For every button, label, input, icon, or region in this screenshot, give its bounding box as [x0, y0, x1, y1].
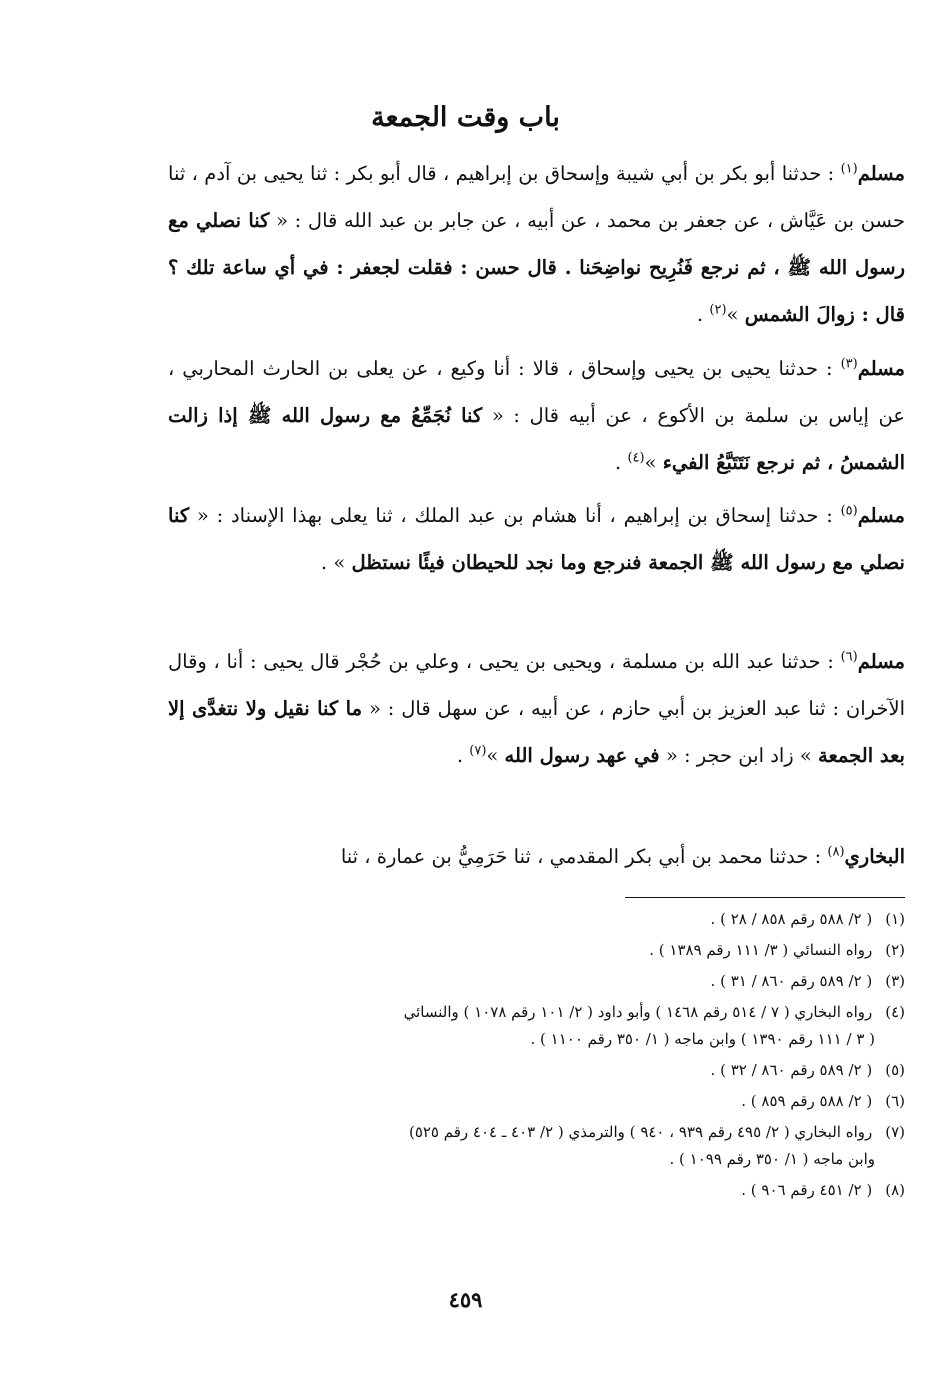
- matn-text: كنا نُجَمِّعُ مع رسول الله ﷺ إذا زالت الشمسُ ، ثم نرجع نَتَتَبَّعُ الفيء: [168, 404, 905, 474]
- matn-text: ما كنا نقيل ولا نتغدَّى إلا بعد الجمعة: [168, 697, 905, 767]
- hadith-paragraph: [168, 833, 905, 880]
- paragraph-end: .: [456, 744, 464, 767]
- footnote-continuation: وابن ماجه ( ١/ ٣٥٠ رقم ١٠٩٩ ) .: [669, 1150, 875, 1168]
- footnote-number: (٦): [885, 1092, 905, 1110]
- footnote-item: [168, 937, 905, 964]
- hadith-paragraph: [168, 150, 905, 338]
- footnote-number: (٧): [885, 1123, 905, 1141]
- paragraph-end: .: [320, 551, 328, 574]
- footnote-text: رواه النسائي ( ٣/ ١١١ رقم ١٣٨٩ ) .: [649, 941, 873, 959]
- footnote-item: [168, 906, 905, 933]
- source-name: مسلم: [857, 357, 905, 380]
- matn-text: كنا نصلي مع رسول الله ﷺ ، ثم نرجع فَنُرِيح نواضِحَنا . قال حسن : فقلت لجعفر : في أي ساعة تلك ؟ قال : زوالَ الشمس: [168, 209, 905, 326]
- isnad-text: » زاد ابن حجر : «: [665, 744, 812, 767]
- isnad-text: : حدثنا محمد بن أبي بكر المقدمي ، ثنا حَرَمِيُّ بن عمارة ، ثنا: [340, 845, 822, 868]
- footnote-number: (٣): [885, 972, 905, 990]
- footnote-text: رواه البخاري ( ٧ / ٥١٤ رقم ١٤٦٨ ) وأبو داود ( ٢/ ١٠١ رقم ١٠٧٨ ) والنسائي: [403, 1003, 873, 1021]
- footnote-text: ( ٢/ ٥٨٩ رقم ٨٦٠ / ٣٢ ) .: [710, 1061, 873, 1079]
- footnote-ref: (٦): [840, 649, 858, 665]
- source-name: مسلم: [857, 504, 905, 527]
- footnote-number: (١): [885, 910, 905, 928]
- paragraph-end: .: [697, 303, 704, 326]
- quote-close: »: [726, 303, 739, 326]
- footnote-separator: [625, 897, 905, 898]
- footnote-item: [168, 1177, 905, 1204]
- isnad-text: : حدثنا إسحاق بن إبراهيم ، أنا هشام بن عبد الملك ، ثنا يعلى بهذا الإسناد : «: [196, 504, 833, 527]
- source-name: مسلم: [857, 650, 905, 673]
- footnote-ref: (١): [840, 161, 858, 177]
- footnote-continuation: ( ٣ / ١١١ رقم ١٣٩٠ ) وابن ماجه ( ١/ ٣٥٠ رقم ١١٠٠ ) .: [530, 1030, 875, 1048]
- footnote-item: [168, 968, 905, 995]
- matn-text: في عهد رسول الله: [504, 744, 660, 767]
- footnote-text: رواه البخاري ( ٢/ ٤٩٥ رقم ٩٣٩ ، ٩٤٠ ) والترمذي ( ٢/ ٤٠٣ ـ ٤٠٤ رقم ٥٢٥): [408, 1123, 873, 1141]
- isnad-text: : حدثنا يحيى بن يحيى وإسحاق ، قالا : أنا وكيع ، عن يعلى بن الحارث المحاربي ، عن إياس بن سلمة بن الأكوع ، عن أبيه قال : «: [168, 357, 905, 427]
- source-name: مسلم: [857, 162, 905, 185]
- page-number: ٤٥٩: [448, 1287, 483, 1312]
- hadith-paragraph: [168, 345, 905, 486]
- footnote-ref: (٢): [709, 302, 727, 318]
- footnote-ref: (٧): [469, 743, 487, 759]
- matn-text: كنا نصلي مع رسول الله ﷺ الجمعة فنرجع وما نجد للحيطان فيئًا نستظل: [168, 504, 905, 574]
- footnote-text: ( ٢/ ٥٨٩ رقم ٨٦٠ / ٣١ ) .: [710, 972, 873, 990]
- isnad-text: : حدثنا أبو بكر بن أبي شيبة وإسحاق بن إبراهيم ، قال أبو بكر : ثنا يحيى بن آدم ، ثنا حسن بن عَيَّاش ، عن جعفر بن محمد ، عن أبيه ، عن جابر بن عبد الله قال : «: [168, 162, 905, 232]
- source-name: البخاري: [844, 845, 905, 868]
- hadith-paragraph: [168, 492, 905, 586]
- footnote-ref: (٨): [827, 844, 845, 860]
- footnote-item: [168, 1057, 905, 1084]
- quote-close: »: [333, 551, 346, 574]
- chapter-title: باب وقت الجمعة: [371, 102, 560, 133]
- footnote-text: ( ٢/ ٥٨٨ رقم ٨٥٩ ) .: [741, 1092, 873, 1110]
- paragraph-end: .: [615, 451, 622, 474]
- footnote-item: [168, 1088, 905, 1115]
- footnote-text: ( ٢/ ٥٨٨ رقم ٨٥٨ / ٢٨ ) .: [710, 910, 873, 928]
- footnote-number: (٥): [885, 1061, 905, 1079]
- footnote-number: (٨): [885, 1181, 905, 1199]
- footnote-text: ( ٢/ ٤٥١ رقم ٩٠٦ ) .: [741, 1181, 873, 1199]
- hadith-paragraph: [168, 638, 905, 779]
- isnad-text: : حدثنا عبد الله بن مسلمة ، ويحيى بن يحيى ، وعلي بن حُجْر قال يحيى : أنا ، وقال الآخران : ثنا عبد العزيز بن أبي حازم ، عن أبيه ، عن سهل قال : «: [168, 650, 905, 720]
- footnote-item: [168, 1119, 905, 1173]
- footnotes: [168, 906, 905, 1208]
- footnote-ref: (٤): [627, 450, 645, 466]
- quote-close: »: [486, 744, 499, 767]
- footnote-ref: (٥): [840, 503, 858, 519]
- quote-close: »: [644, 451, 657, 474]
- footnote-item: [168, 999, 905, 1053]
- footnote-ref: (٣): [840, 356, 858, 372]
- footnote-number: (٤): [885, 1003, 905, 1021]
- footnote-number: (٢): [885, 941, 905, 959]
